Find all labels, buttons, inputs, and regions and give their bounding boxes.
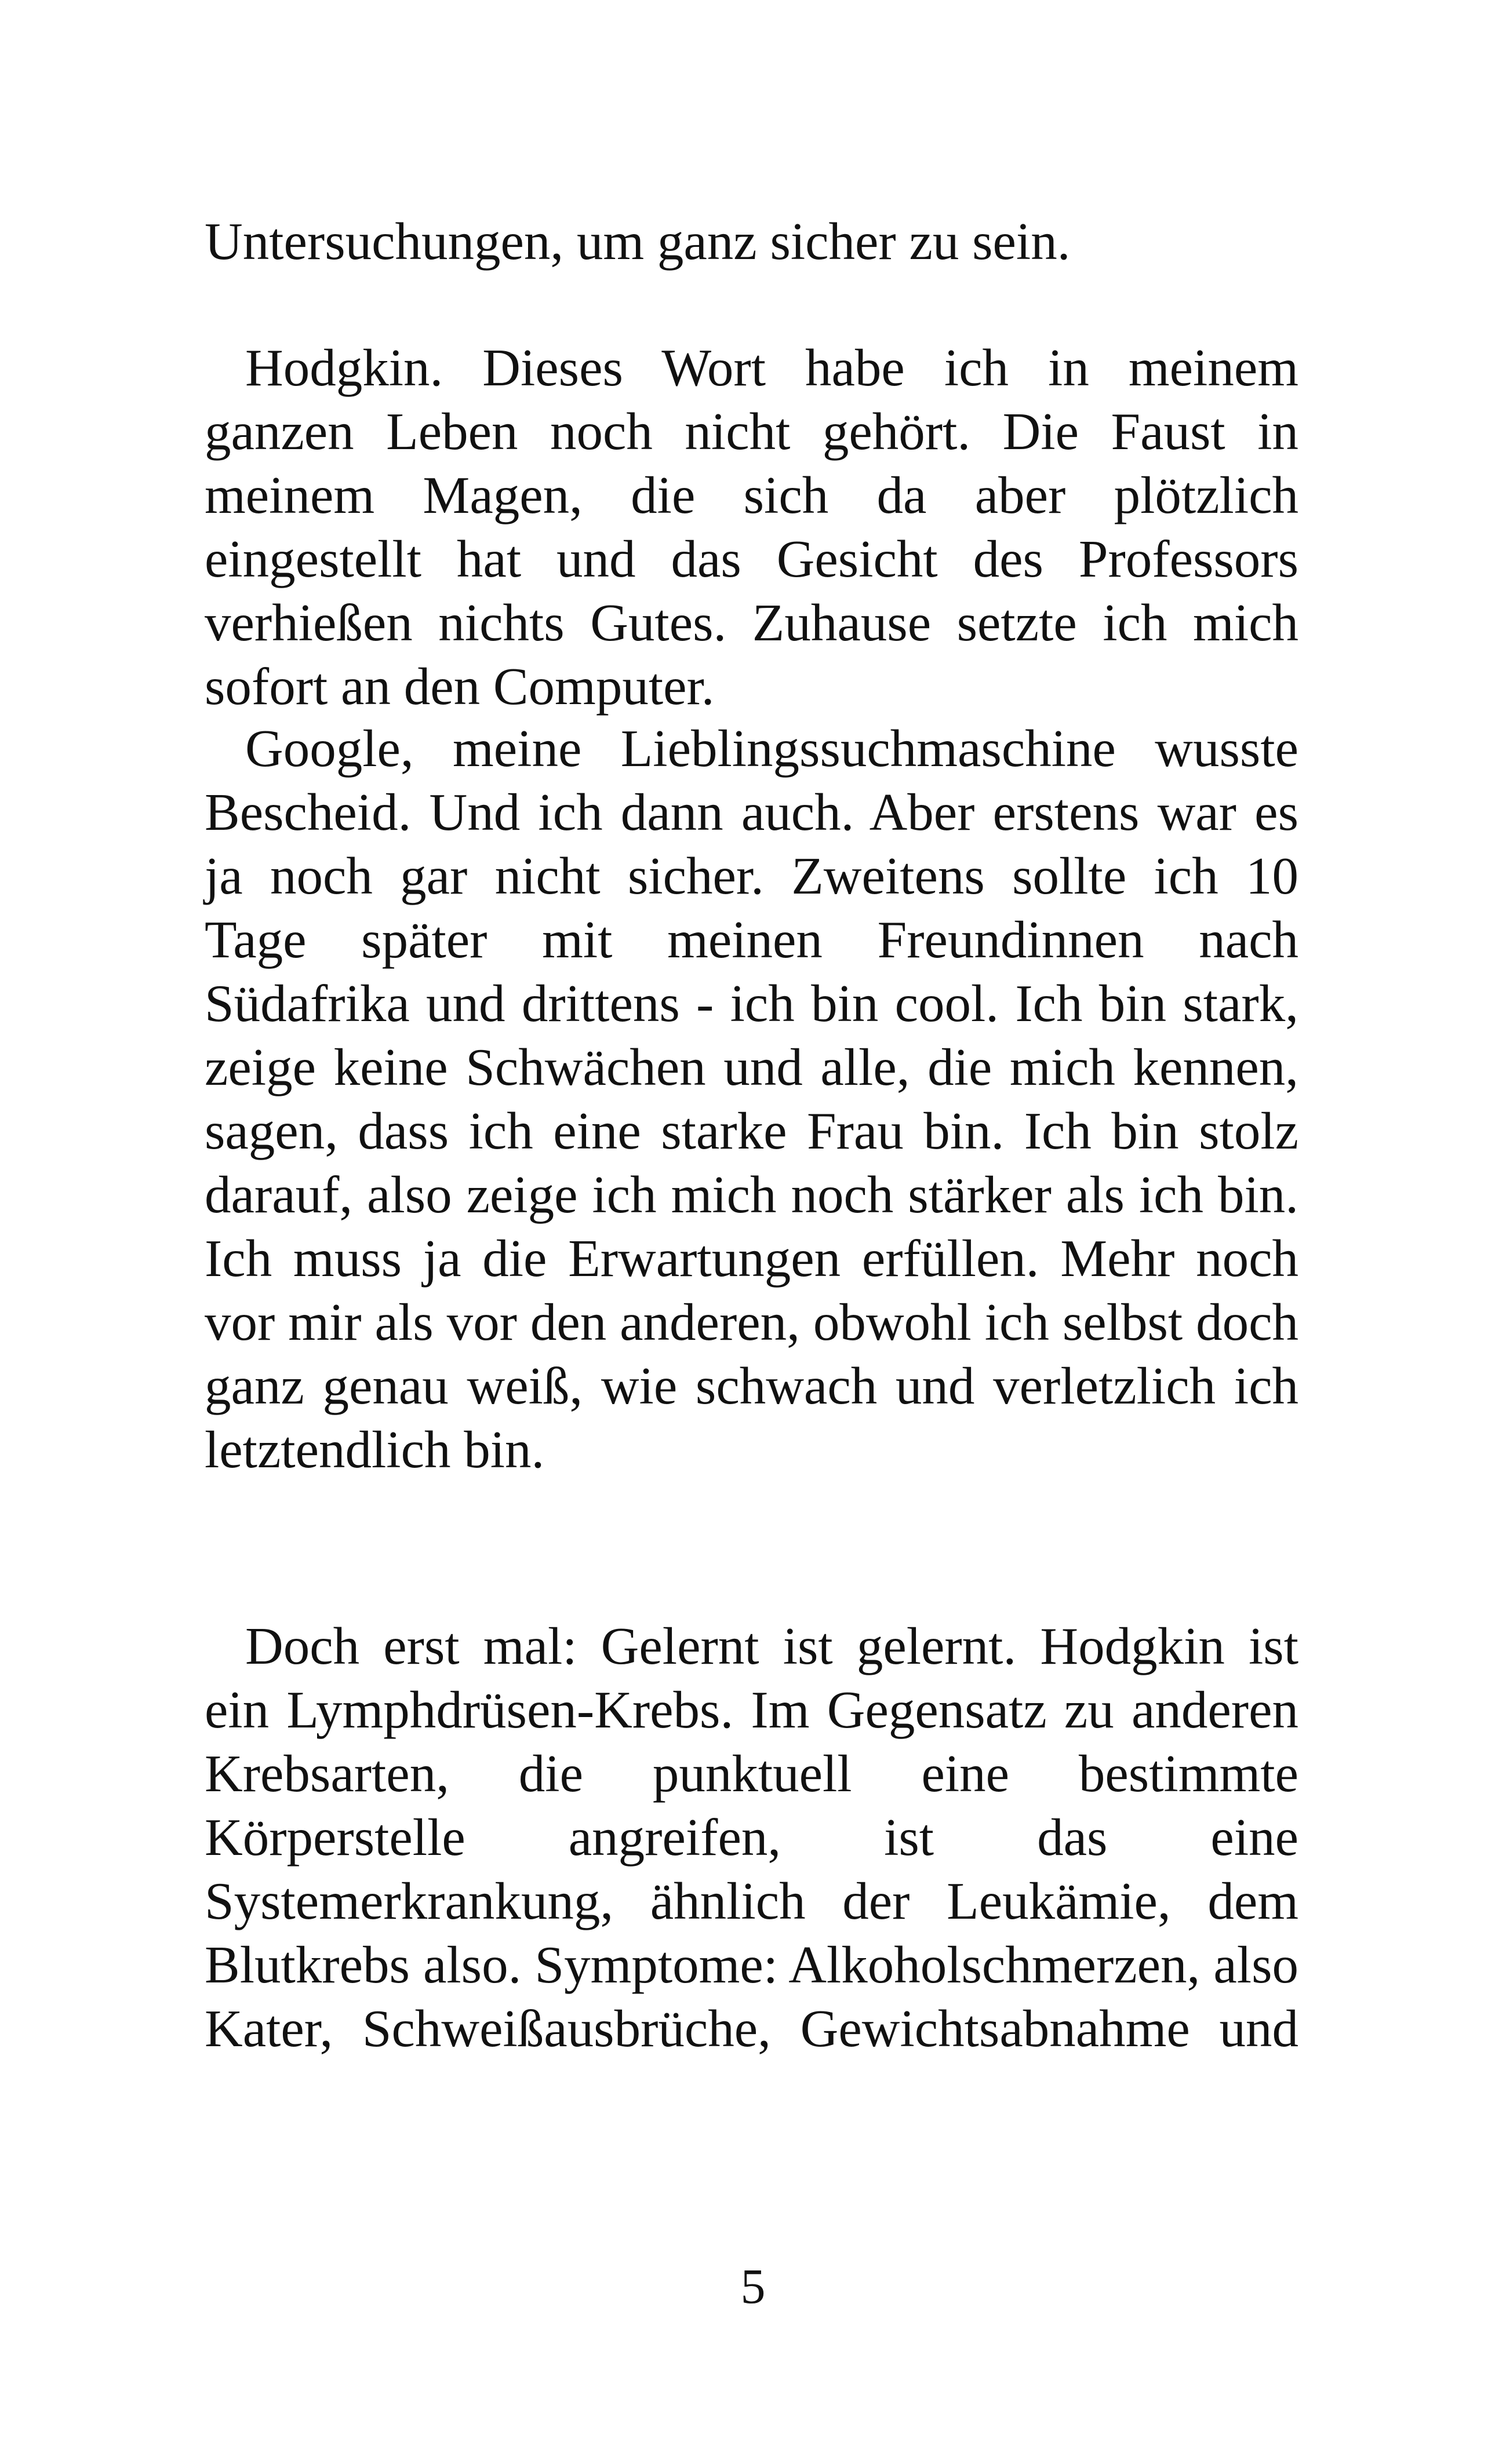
page-number: 5	[740, 2258, 766, 2314]
paragraph-hodgkin-word: Hodgkin. Dieses Wort habe ich in meinem ganzen Leben noch nicht gehört. Die Faust in meinem Magen, die sich da aber plötzlich eingestellt hat und das Gesicht des Professors verhießen nichts Gutes. Zuhause setzte ich mich sofort an den Computer.	[205, 338, 1298, 716]
paragraph-continuation: Untersuchungen, um ganz sicher zu sein.	[205, 212, 1071, 271]
paragraph-gelernt: Doch erst mal: Gelernt ist gelernt. Hodgkin ist ein Lymphdrüsen-Krebs. Im Gegensatz zu anderen Krebsarten, die punktuell eine bestimmte Körperstelle angreifen, ist das eine Systemerkrankung, ähnlich der Leukämie, dem Blutkrebs also. Symptome: Alkoholschmerzen, also Kater, Schweißausbrüche, Gewichtsabnahme und	[205, 1617, 1298, 2058]
paragraph-google: Google, meine Lieblingssuchmaschine wusste Bescheid. Und ich dann auch. Aber erstens war es ja noch gar nicht sicher. Zweitens sollte ich 10 Tage später mit meinen Freundinnen nach Südafrika und drittens - ich bin cool. Ich bin stark, zeige keine Schwächen und alle, die mich kennen, sagen, dass ich eine starke Frau bin. Ich bin stolz darauf, also zeige ich mich noch stärker als ich bin. Ich muss ja die Erwartungen erfüllen. Mehr noch vor mir als vor den anderen, obwohl ich selbst doch ganz genau weiß, wie schwach und verletzlich ich letztendlich bin.	[205, 719, 1298, 1479]
